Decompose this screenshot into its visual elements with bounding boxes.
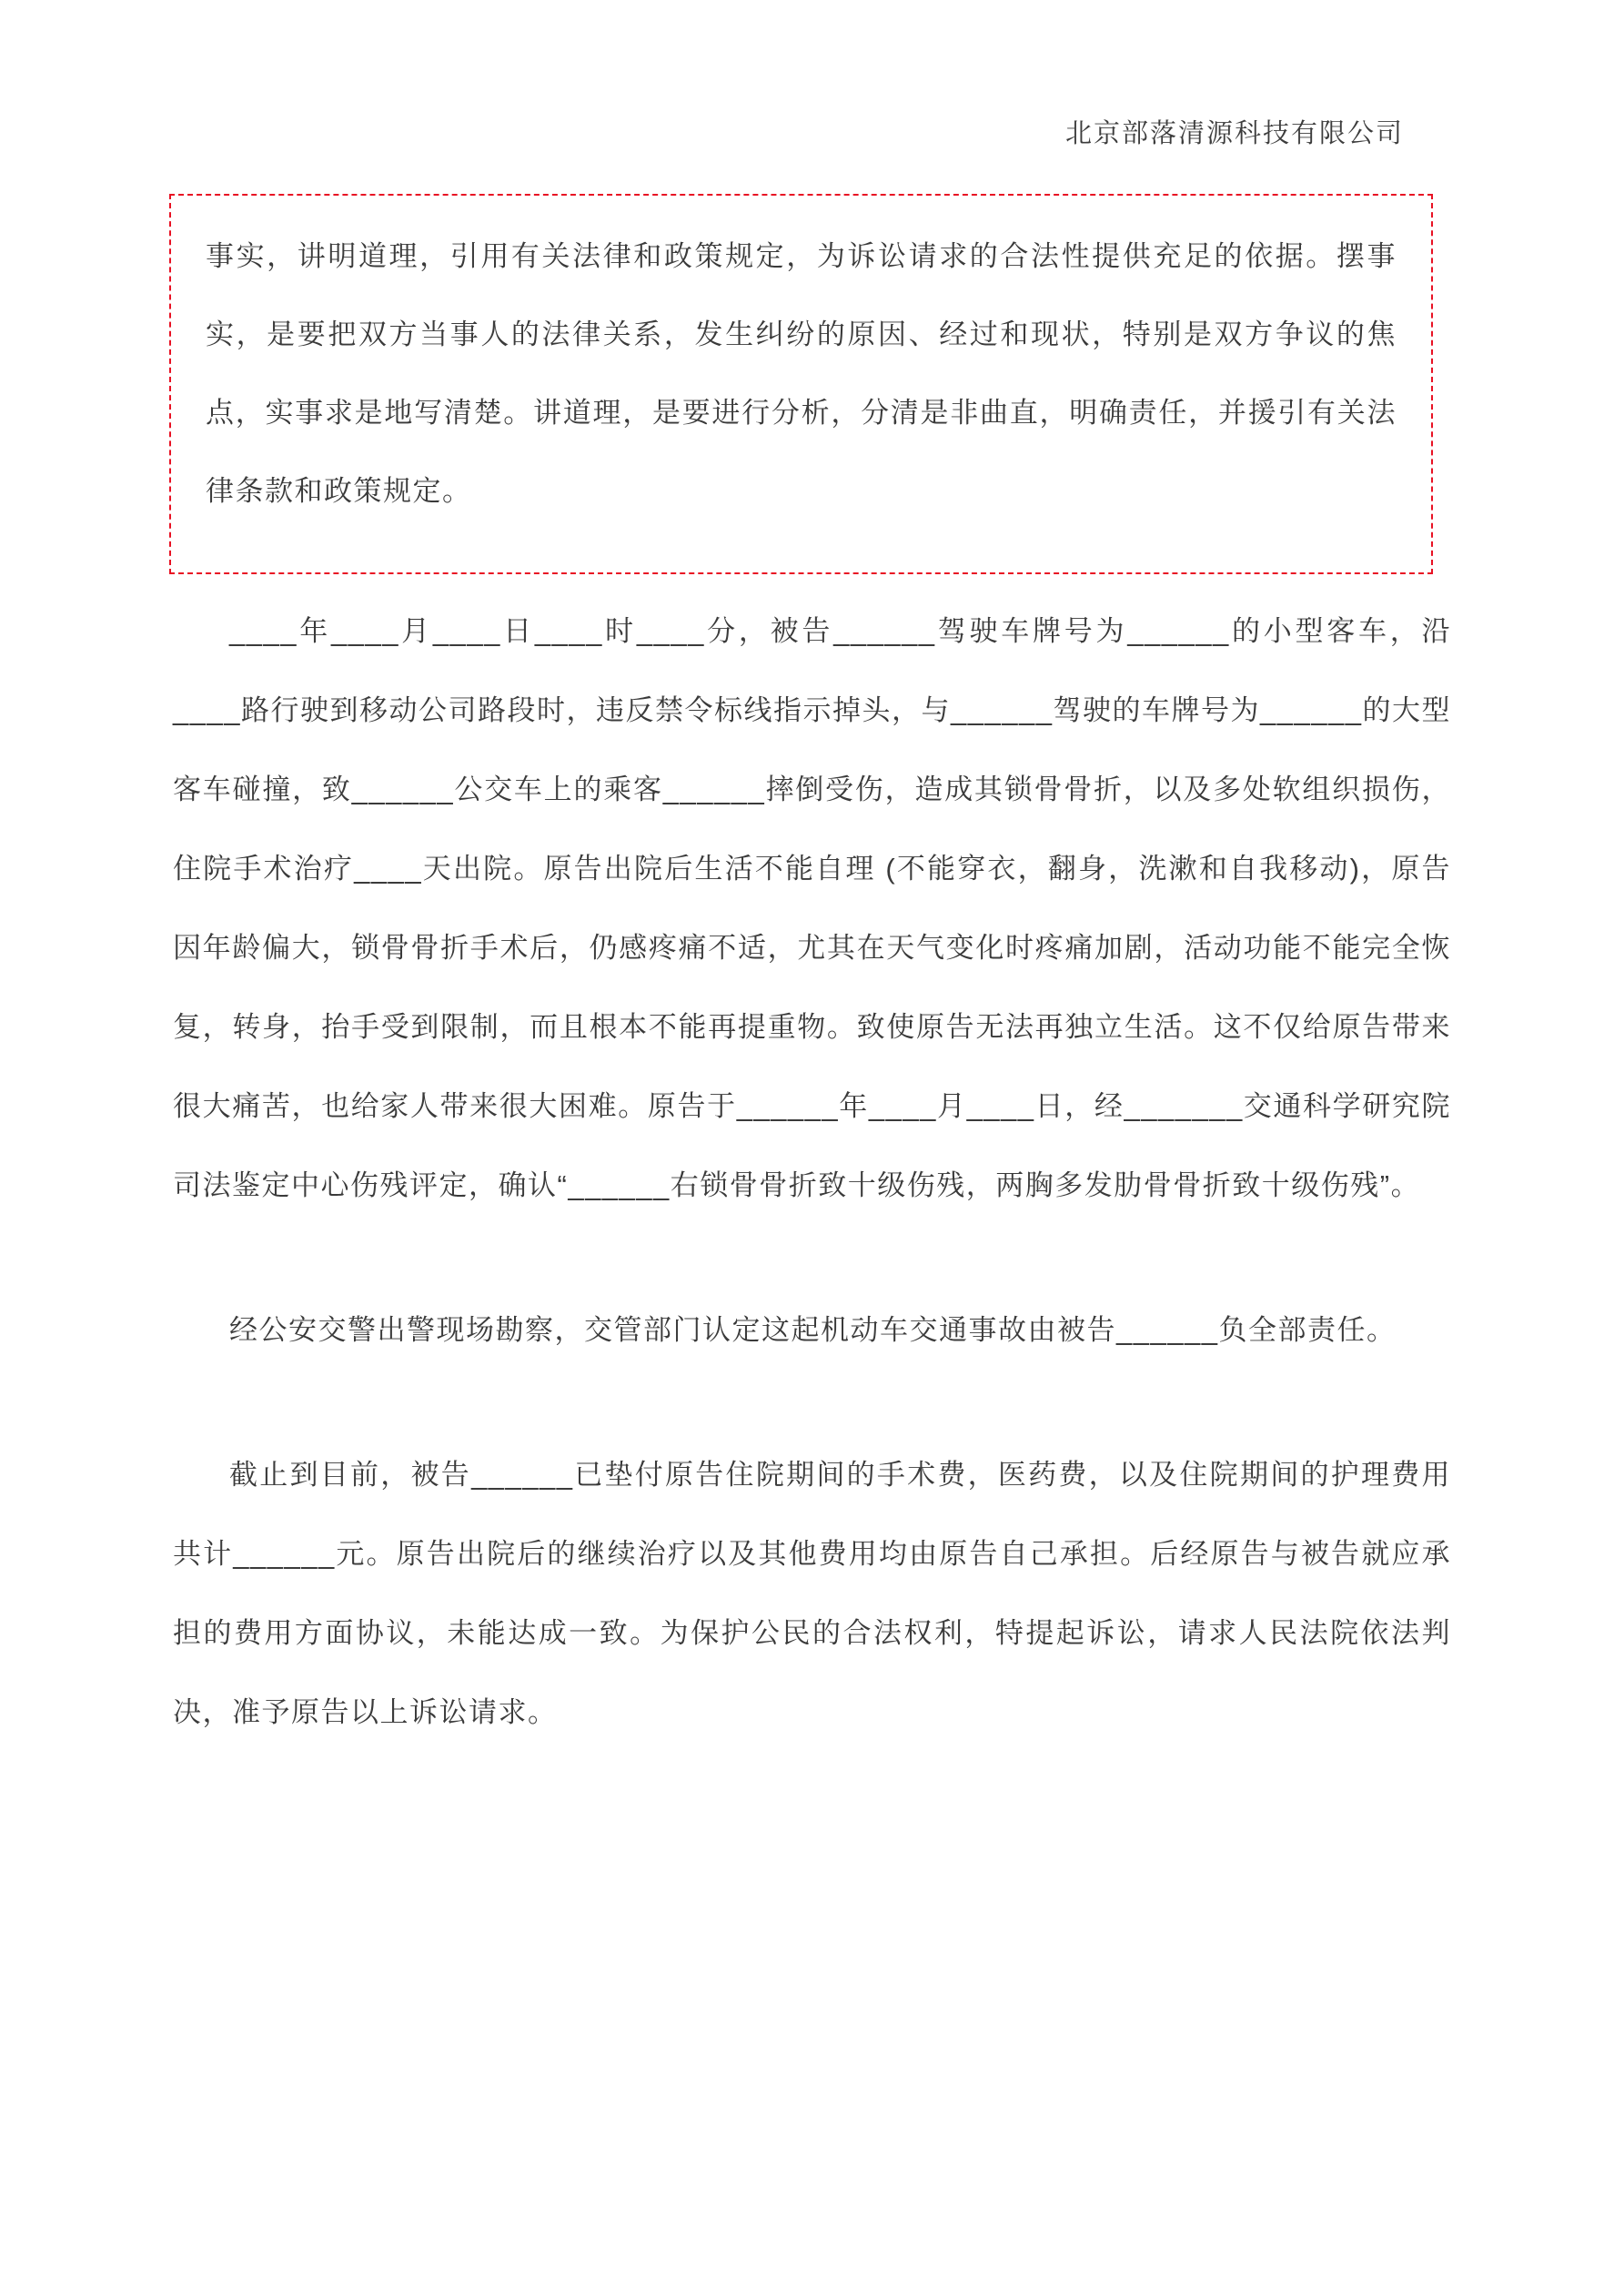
company-name: 北京部落清源科技有限公司	[1064, 119, 1404, 148]
notice-box	[169, 194, 1433, 574]
notice-text: 事实，讲明道理，引用有关法律和政策规定，为诉讼请求的合法性提供充足的依据。摆事实，是要把双方当事人的法律关系，发生纠纷的原因、经过和现状，特别是双方争议的焦点，实事求是地写清楚。讲道理，是要进行分析，分清是非曲直，明确责任，并援引有关法律条款和政策规定。	[206, 240, 1397, 507]
document-body	[173, 592, 1451, 1817]
paragraph-costs-and-claim: 截止到目前，被告______已垫付原告住院期间的手术费，医药费，以及住院期间的护理费用共计______元。原告出院后的继续治疗以及其他费用均由原告自己承担。后经原告与被告就应承担的费用方面协议，未能达成一致。为保护公民的合法权利，特提起诉讼，请求人民法院依法判决，准予原告以上诉讼请求。	[173, 1459, 1451, 1728]
company-header	[0, 113, 1404, 150]
paragraph-accident-facts: ____年____月____日____时____分，被告______驾驶车牌号为______的小型客车，沿____路行驶到移动公司路段时，违反禁令标线指示掉头，与______驾驶的车牌号为______的大型客车碰撞，致______公交车上的乘客______摔倒受伤，造成其锁骨骨折，以及多处软组织损伤，住院手术治疗____天出院。原告出院后生活不能自理 (不能穿衣，翻身，洗漱和自我移动)，原告因年龄偏大，锁骨骨折手术后，仍感疼痛不适，尤其在天气变化时疼痛加剧，活动功能不能完全恢复，转身，抬手受到限制，而且根本不能再提重物。致使原告无法再独立生活。这不仅给原告带来很大痛苦，也给家人带来很大困难。原告于______年____月____日，经_______交通科学研究院司法鉴定中心伤残评定，确认“______右锁骨骨折致十级伤残，两胸多发肋骨骨折致十级伤残”。	[173, 615, 1451, 1201]
paragraph-responsibility-finding: 经公安交警出警现场勘察，交管部门认定这起机动车交通事故由被告______负全部责任。	[229, 1314, 1397, 1346]
